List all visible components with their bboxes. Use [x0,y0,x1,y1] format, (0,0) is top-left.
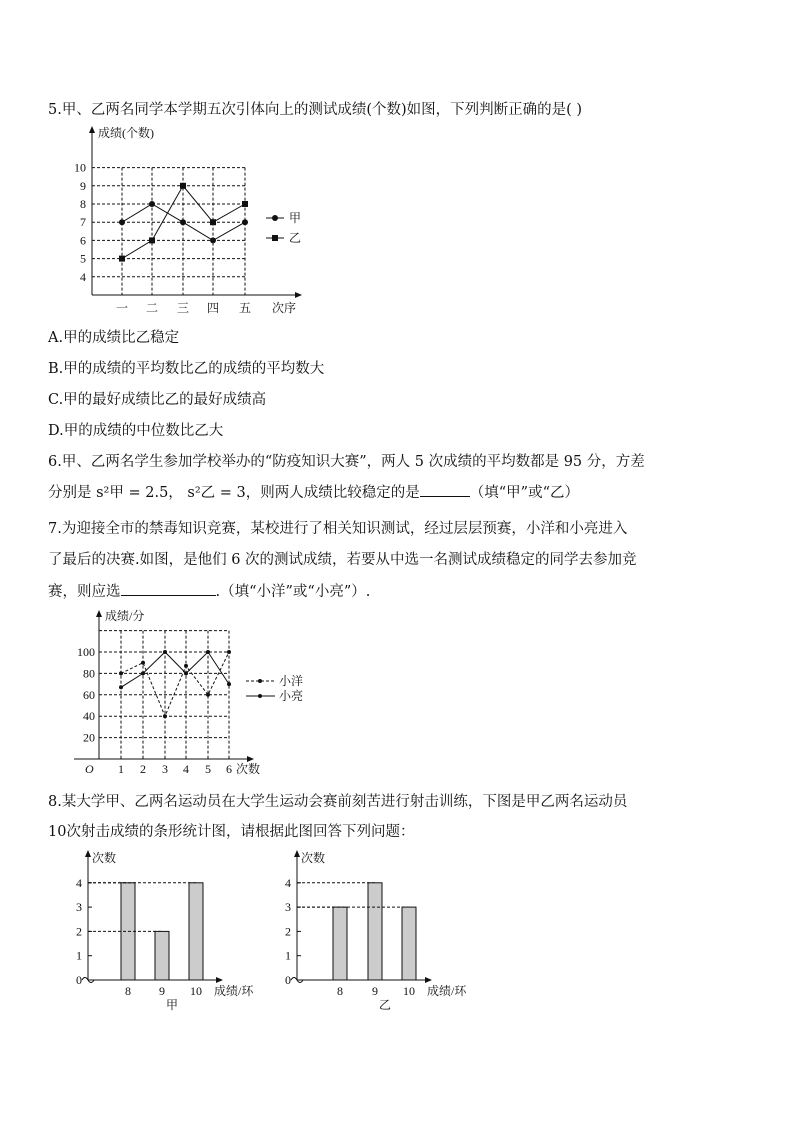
data-point [149,237,155,243]
data-point [210,219,216,225]
y-tick-label: 3 [285,900,291,915]
x-axis-arrow-icon [216,977,223,983]
y-axis-arrow-icon [85,850,91,857]
x-axis-arrow-icon [425,977,432,983]
data-point [119,671,123,675]
x-tick-label: 8 [125,984,131,998]
q5-option-b: B.甲的成绩的平均数比乙的成绩的平均数大 [48,361,325,377]
legend-marker [272,235,278,241]
y-axis-arrow-icon [89,126,95,133]
y-axis-arrow-icon [294,850,300,857]
data-point [206,693,210,697]
x-axis-label: 成绩/环 [214,984,254,998]
y-tick-label: 60 [83,687,95,702]
y-axis-label: 成绩/分 [105,609,145,623]
x-tick-label: 8 [337,984,343,998]
y-tick-label: 5 [80,251,86,266]
y-tick-label: 20 [83,730,95,745]
data-point [119,256,125,262]
data-point [141,661,145,665]
data-point [149,201,155,207]
q6-line1: 6.甲、乙两名学生参加学校举办的“防疫知识大赛”，两人 5 次成绩的平均数都是 95 分，方差 [48,454,645,470]
x-tick-label: 1 [118,762,124,776]
q6-hint: （填“甲”或“乙） [469,485,579,501]
x-tick-label: 9 [372,984,378,998]
y-tick-label: 8 [80,197,86,211]
y-tick-label: 6 [80,233,86,248]
x-axis-label: 次数 [236,762,261,776]
x-tick-label: 2 [140,762,146,776]
data-point [227,682,231,686]
legend-marker [258,694,262,698]
legend-label: 甲 [289,211,302,225]
data-point [141,671,145,675]
y-tick-label: 4 [285,875,291,890]
x-axis-label: 次序 [272,301,297,315]
y-tick-label: 4 [80,269,86,284]
x-tick-label: 三 [176,301,190,315]
bar-9 [155,931,169,980]
q7-text: 赛，则应选 [48,584,121,600]
y-tick-label: 2 [285,924,291,939]
y-tick-label: 2 [76,924,82,939]
data-point [163,714,167,718]
x-tick-label: 五 [238,301,252,315]
bar-10 [189,883,203,980]
q8-line1: 8.某大学甲、乙两名运动员在大学生运动会赛前刻苦进行射击训练，下图是甲乙两名运动员 [48,794,628,810]
x-tick-label: 10 [403,984,415,998]
data-point [119,685,123,689]
data-point [119,219,125,225]
y-tick-label: 4 [76,875,82,890]
data-point [163,650,167,654]
legend-label: 小洋 [279,674,304,688]
q5-option-d: D.甲的成绩的中位数比乙大 [48,423,224,439]
y-tick-label: 10 [74,160,86,175]
x-axis-label: 成绩/环 [427,984,467,998]
x-tick-label: 3 [162,762,168,776]
y-tick-label: 0 [285,973,291,987]
data-point [180,183,186,189]
data-point [184,671,188,675]
q8-line2: 10次射击成绩的条形统计图，请根据此图回答下列问题： [48,824,415,840]
legend-marker [272,215,278,221]
data-point [180,219,186,225]
q7-line2: 了最后的决赛.如图，是他们 6 次的测试成绩，若要从中选一名测试成绩稳定的同学去参加竞 [48,552,637,568]
x-tick-label: 10 [190,984,202,998]
y-tick-label: 40 [83,709,95,724]
bar-8 [333,907,347,980]
data-point [227,650,231,654]
x-tick-label: 二 [145,301,159,315]
y-axis-label: 次数 [92,851,117,865]
y-axis-label: 成绩(个数) [98,126,154,140]
x-tick-label: 一 [115,301,129,315]
y-tick-label: 9 [80,178,86,193]
y-tick-label: 100 [77,645,95,659]
data-point [242,219,248,225]
legend-marker [258,679,262,683]
q5-option-a: A.甲的成绩比乙稳定 [48,330,180,346]
y-axis-arrow-icon [96,610,102,617]
chart-title: 乙 [378,998,392,1012]
q7-line1: 7.为迎接全市的禁毒知识竞赛，某校进行了相关知识测试，经过层层预赛，小洋和小亮进入 [48,521,628,537]
chart-title: 甲 [165,998,179,1012]
q6-text: 分别是 s²甲 = 2.5， s²乙 = 3，则两人成绩比较稳定的是 [48,485,420,501]
y-tick-label: 1 [285,948,291,963]
q5-option-c: C.甲的最好成绩比乙的最好成绩高 [48,392,267,408]
data-point [206,650,210,654]
x-tick-label: 6 [226,762,232,776]
bar-10 [402,907,416,980]
x-tick-label: 四 [206,301,220,315]
y-tick-label: 3 [76,900,82,915]
q7-hint: .（填“小洋”或“小亮”）. [215,584,371,600]
y-axis-label: 次数 [301,851,326,865]
y-tick-label: 80 [83,666,95,681]
x-tick-label: 4 [183,762,189,776]
data-point [210,237,216,243]
x-tick-label: 5 [205,762,211,776]
origin-label: O [85,762,94,776]
y-tick-label: 7 [80,215,86,230]
legend-label: 乙 [289,231,302,245]
x-tick-label: 9 [159,984,165,998]
series-line-小亮 [121,652,229,687]
y-tick-label: 1 [76,948,82,963]
y-tick-label: 0 [76,973,82,987]
data-point [242,201,248,207]
x-axis-arrow-icon [295,292,302,298]
bar-9 [368,883,382,980]
q5-stem: 5.甲、乙两名同学本学期五次引体向上的测试成绩(个数)如图，下列判断正确的是( ) [48,102,583,118]
data-point [184,664,188,668]
legend-label: 小亮 [279,689,304,703]
